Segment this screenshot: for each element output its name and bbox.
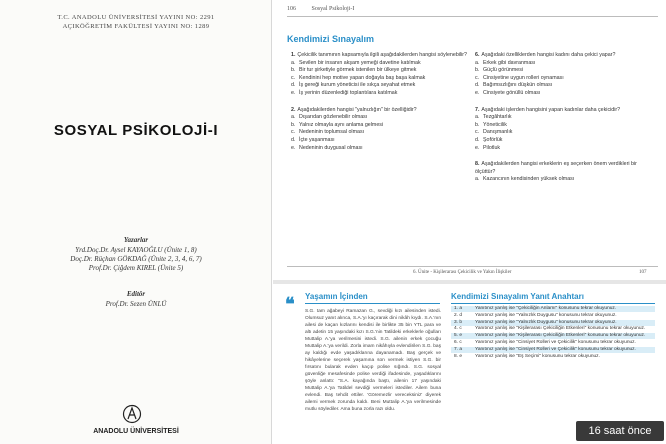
life-paragraph: S.G. tam ağabeyi Ramazan G., sevdiği kızı ailesinden istedi. Olumsuz yanıt alınca, S.A.'yı kaçırarak dini nikâh kıydı. S.A.'nın ailesi de kaçan kızlarını kendisi ile birlikte 35 bin YTL para ve altı adetin 15 yaşındaki kızı S.G.'nin Tatildeki erkeklerle oğulları Muttalip A.'ya verilmesini istedi. S.G. ailenin erkek çocuğu Muttalip A.'ya verildi. Zorla imam nikâhıyla evlendirilen S.G. baş ay kaldığı evde yaşadıklarına dayanamadı. Baş gerçek ve hikâyelerine seçerek yaşamına son vermek istiyen S.G. bir fırsatını bularak evden kaçıp polise sığındı. S.G. sosyal güvenliğe mesafesinde polise verdiği ifadesinde, yaşadıklarını şöyle anlattı: "S.A. kayağında baştı, ailenin 17 yaşındaki Muttalip A.'ya Tatildel sevdiği vermeleri istediler. Ailem buna evlendi. Baş tehdit ettiler. 'Göremezlir vereceksiniz' diyerek ailemi vermek zorunda kaldı. Beni Muttalip A.'ya verilmesinde mutlu söylediler. Ama buna zorla razı oldu. — [305, 309, 441, 412]
question-number: 1. — [291, 52, 296, 58]
answer-key-item: 5. e — [454, 333, 463, 339]
option-letter: a. — [291, 114, 296, 121]
option-letter: e. — [475, 89, 480, 96]
publisher-line-1: T.C. ANADOLU ÜNİVERSİTESİ YAYINI NO: 2291 — [57, 14, 215, 21]
answer-option — [475, 122, 657, 130]
questions-column-left — [291, 52, 467, 161]
answer-option — [475, 60, 657, 68]
option-text: Nedeninin toplumsal olması — [299, 129, 365, 136]
option-text: Tezgâhtarlık — [483, 114, 512, 121]
question-stem — [475, 161, 657, 176]
option-letter: b. — [291, 67, 296, 74]
option-text: Güçlü görünmesi — [483, 67, 524, 74]
question-number: 6. — [475, 52, 480, 58]
option-letter: e. — [291, 144, 296, 151]
option-letter: b. — [475, 121, 480, 128]
option-text: Kazancının kendisinden yüksek olması — [483, 176, 575, 183]
answer-key-row — [451, 313, 655, 319]
option-text: Yalnız olmayla aynı anlama gelmesi — [299, 121, 384, 128]
question-text: Aşağıdaki işlerden hangisini yapan kadınlar daha çekicidir? — [481, 106, 621, 113]
answer-option — [291, 67, 467, 75]
answer-option — [475, 176, 657, 184]
questions-page — [273, 0, 666, 282]
answer-key-item: 8. e — [454, 353, 463, 359]
option-text: İş yerinin düzenlediği toplantılara katılmak — [299, 89, 398, 96]
answer-key-text: Yanıtınız yanlış ise "Cinsiyet Rolleri ve Çekicilik" konusunu tekrar okuyunuz. — [475, 339, 636, 345]
answer-key-item: 1. a — [454, 306, 463, 311]
option-text: Yöneticilik — [483, 121, 507, 128]
option-letter: d. — [291, 82, 296, 89]
question-number: 7. — [475, 106, 480, 113]
answer-key-text: Yanıtınız yanlış ise "Çekiciliğin Anlamı" konusunu tekrar okuyunuz. — [475, 306, 617, 311]
answer-key-row — [451, 320, 655, 326]
page-number: 106 — [287, 6, 296, 12]
question-text: Aşağıdakilerden hangisi "yalnızlığın" bir özelliğidir? — [297, 106, 417, 113]
option-letter: a. — [475, 114, 480, 121]
answer-option — [291, 137, 467, 145]
author-2: Doç.Dr. Rüçhan GÖKDAĞ (Ünite 2, 3, 4, 6, 7) — [70, 255, 202, 263]
authors-heading: Yazarlar — [123, 236, 149, 244]
quote-mark-icon: ❝ — [285, 294, 295, 315]
question-block — [475, 52, 657, 98]
answer-option — [291, 82, 467, 90]
question-block — [291, 107, 467, 153]
option-letter: c. — [291, 129, 296, 136]
answer-key-text: Yanıtınız yanlış ise "Kişilerarası Çekiciliğin Etkenleri" konusunu tekrar okuyunuz. — [475, 326, 646, 332]
answer-option — [475, 82, 657, 90]
answer-option — [475, 90, 657, 98]
question-stem — [291, 52, 467, 60]
option-letter: b. — [291, 121, 296, 128]
answer-key-text: Yanıtınız yanlış ise "Yalnızlık Duygusu" konusunu tekrar okuyunuz. — [475, 312, 617, 318]
question-stem — [475, 107, 657, 115]
option-text: Dışarıdan gözlenebilir olması — [299, 114, 368, 121]
answer-key-text: Yanıtınız yanlış ise "Kişilerarası Çekiciliğin Etkenleri" konusunu tekrar okuyunuz. — [475, 333, 646, 339]
option-text: Nedeninin duygusal olması — [299, 144, 363, 151]
question-number: 8. — [475, 161, 480, 168]
option-text: İçte yaşanması — [299, 136, 335, 143]
footer-page-number: 107 — [639, 270, 647, 275]
answer-key-item: 4. c — [454, 326, 462, 332]
book-title: SOSYAL PSİKOLOJİ-I — [53, 122, 219, 139]
option-text: Cinsiyete gönüllü olması — [483, 89, 541, 96]
running-header — [287, 6, 354, 12]
option-text: Bir tur şirketiyle görmek istenilen bir ülkeye gitmek — [299, 67, 417, 74]
answer-option — [291, 122, 467, 130]
question-stem — [475, 52, 657, 60]
question-text: Çekicilik tanımının kapsamıyla ilgili aşağıdakilerden hangisi söylenebilir? — [297, 52, 468, 58]
answer-key-table — [451, 306, 655, 360]
option-text: Sevilen bir insanın akşam yemeği davetine katılmak — [299, 59, 421, 66]
answer-key-item: 3. b — [454, 319, 463, 325]
option-letter: c. — [475, 129, 480, 136]
option-letter: a. — [475, 176, 480, 183]
answer-option — [475, 129, 657, 137]
editor-name: Prof.Dr. Sezen ÜNLÜ — [105, 300, 167, 308]
option-letter: d. — [291, 136, 296, 143]
option-letter: c. — [291, 74, 296, 81]
answer-option — [291, 90, 467, 98]
option-text: Bağımsızlığını düşkün olması — [483, 82, 553, 89]
questions-column-right — [475, 52, 657, 193]
answer-key-text: Yanıtınız yanlış ise "Eş Seçimi" konusunu tekrar okuyunuz. — [475, 353, 600, 359]
answer-option — [291, 60, 467, 68]
footer-rule — [287, 266, 658, 267]
answer-option — [291, 145, 467, 153]
footer-text: 6. Ünite - Kişilerarası Çekicilik ve Yakın İlişkiler — [413, 270, 512, 275]
option-letter: e. — [291, 89, 296, 96]
answer-key-item: 6. c — [454, 339, 462, 345]
answer-option — [291, 129, 467, 137]
answer-option — [475, 67, 657, 75]
publisher-line-2: AÇIKÖĞRETİM FAKÜLTESİ YAYINI NO: 1289 — [62, 23, 210, 30]
timestamp-badge: 16 saat önce — [576, 421, 664, 441]
question-text: Aşağıdakilerden hangisi erkeklerin eş seçerken önem verdikleri bir ölçüttür? — [475, 161, 637, 175]
option-text: Erkek gibi davranması — [483, 59, 536, 66]
answer-key-row — [451, 354, 655, 360]
option-text: Şoförlük — [483, 136, 503, 143]
answer-key-item: 2. d — [454, 312, 463, 318]
editor-heading: Editör — [126, 290, 146, 298]
anadolu-university-logo-icon — [118, 404, 146, 424]
option-letter: d. — [475, 82, 480, 89]
author-1: Yrd.Doç.Dr. Aysel KAYAOĞLU (Ünite 1, 8) — [75, 246, 197, 254]
answer-option — [475, 75, 657, 83]
answers-page — [273, 284, 666, 444]
option-letter: b. — [475, 67, 480, 74]
answer-key-row — [451, 306, 655, 312]
option-text: Danışmanlık — [483, 129, 513, 136]
author-3: Prof.Dr. Çiğdem KIREL (Ünite 5) — [88, 264, 184, 272]
option-letter: a. — [291, 59, 296, 66]
question-block — [475, 107, 657, 153]
question-block — [475, 161, 657, 184]
option-text: Kendinini hep motive yapan doğayla baş başa kalmak — [299, 74, 426, 81]
answer-key-text: Yanıtınız yanlış ise "Yalnızlık Duygusu" konusunu tekrar okuyunuz. — [475, 319, 617, 325]
option-letter: c. — [475, 74, 480, 81]
life-section-title: Yaşamın İçinden — [305, 292, 368, 301]
answer-option — [475, 145, 657, 153]
question-stem — [291, 107, 467, 115]
option-letter: d. — [475, 136, 480, 143]
answer-option — [291, 114, 467, 122]
option-text: Pilotluk — [483, 144, 501, 151]
question-block — [291, 52, 467, 98]
answer-key-row — [451, 326, 655, 332]
question-text: Aşağıdaki özelliklerden hangisi kadını daha çekici yapar? — [481, 52, 616, 58]
answer-key-item: 7. a — [454, 346, 463, 352]
answer-key-title: Kendimizi Sınayalım Yanıt Anahtarı — [451, 292, 584, 301]
answer-key-row — [451, 347, 655, 353]
question-number: 2. — [291, 106, 296, 113]
option-text: Cinsiyetine uygun rolleri oynaması — [483, 74, 564, 81]
answer-option — [475, 137, 657, 145]
answer-option — [475, 114, 657, 122]
life-title-rule — [305, 303, 440, 304]
option-letter: a. — [475, 59, 480, 66]
header-rule — [287, 16, 658, 17]
running-title: Sosyal Psikoloji-I — [311, 6, 355, 12]
option-letter: e. — [475, 144, 480, 151]
answer-key-text: Yanıtınız yanlış ise "Cinsiyet Rolleri ve Çekicilik" konusunu tekrar okuyunuz. — [475, 346, 636, 352]
university-name: ANADOLU ÜNİVERSİTESİ — [93, 428, 179, 435]
section-title: Kendimizi Sınayalım — [287, 34, 375, 44]
answer-key-rule — [451, 303, 655, 304]
answer-key-row — [451, 333, 655, 339]
answer-key-row — [451, 340, 655, 346]
cover-page — [0, 0, 272, 444]
option-text: İş gereği kurum yöneticisi ile sıkça seyahat etmek — [299, 82, 416, 89]
